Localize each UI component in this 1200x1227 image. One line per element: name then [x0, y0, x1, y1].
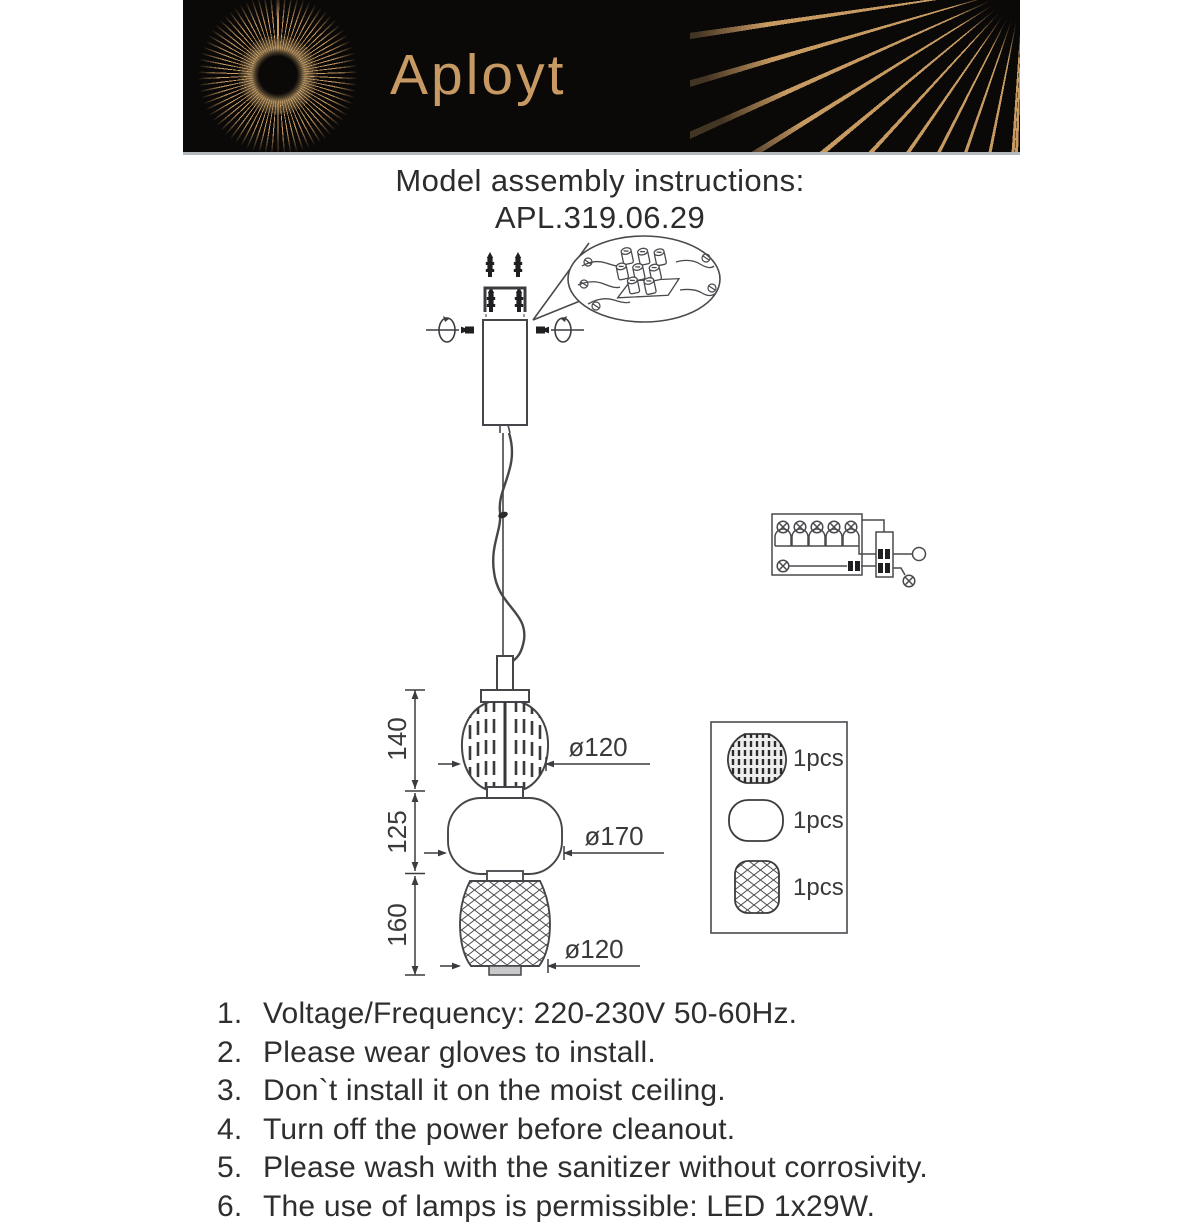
rotation-indicator-right-icon [536, 316, 584, 342]
part-qty-label: 1pcs [793, 745, 844, 772]
page-title: Model assembly instructions: [395, 163, 805, 198]
parts-box [711, 722, 847, 933]
instruction-item [217, 1188, 928, 1227]
brand-name: Aployt [390, 43, 567, 107]
suspension-cable-drawing [493, 433, 524, 662]
instruction-list [217, 995, 928, 1227]
top-shade-drawing [462, 698, 548, 798]
instruction-item [217, 995, 928, 1034]
terminal-block-detail-balloon [533, 236, 720, 322]
instruction-item [217, 1111, 928, 1150]
instruction-item [217, 1149, 928, 1188]
ceiling-anchor-screws-icon [486, 252, 523, 312]
wiring-schematic [772, 514, 926, 587]
diameter-middle-label: ø170 [584, 821, 644, 851]
instruction-item [217, 1072, 928, 1111]
diameter-bottom-label: ø120 [564, 934, 624, 964]
instruction-text: Please wear gloves to install. [263, 1035, 656, 1069]
instruction-number: 1. [217, 997, 243, 1030]
rotation-indicator-left-icon [426, 316, 474, 342]
instruction-item [217, 1034, 928, 1073]
instruction-text: Voltage/Frequency: 220-230V 50-60Hz. [263, 997, 798, 1030]
instruction-text: Turn off the power before cleanout. [263, 1112, 736, 1146]
diameter-top-label: ø120 [568, 732, 628, 762]
instruction-text: The use of lamps is permissible: LED 1x29W. [263, 1189, 876, 1223]
plain-shade-icon [729, 800, 783, 841]
instruction-text: Don`t install it on the moist ceiling. [263, 1074, 726, 1108]
switch-symbol [913, 548, 926, 561]
instruction-number: 3. [217, 1074, 243, 1108]
middle-shade-drawing [448, 798, 562, 874]
canopy-drawing [483, 320, 527, 433]
part-qty-label: 1pcs [793, 807, 844, 834]
model-number: APL.319.06.29 [494, 200, 706, 235]
mesh-shade-icon [735, 861, 779, 913]
instruction-number: 5. [217, 1151, 243, 1185]
instruction-number: 6. [217, 1189, 243, 1223]
lamp-connector-drawing [481, 656, 529, 702]
instruction-text: Please wash with the sanitizer without corrosivity. [263, 1151, 928, 1185]
instruction-number: 4. [217, 1112, 243, 1146]
dimension-160-label: 160 [382, 903, 412, 947]
dimension-125-label: 125 [382, 810, 412, 854]
bottom-shade-drawing [460, 871, 550, 975]
ribbed-shade-icon [728, 732, 786, 785]
instruction-number: 2. [217, 1035, 243, 1069]
dimension-140-label: 140 [382, 717, 412, 761]
part-qty-label: 1pcs [793, 874, 844, 901]
